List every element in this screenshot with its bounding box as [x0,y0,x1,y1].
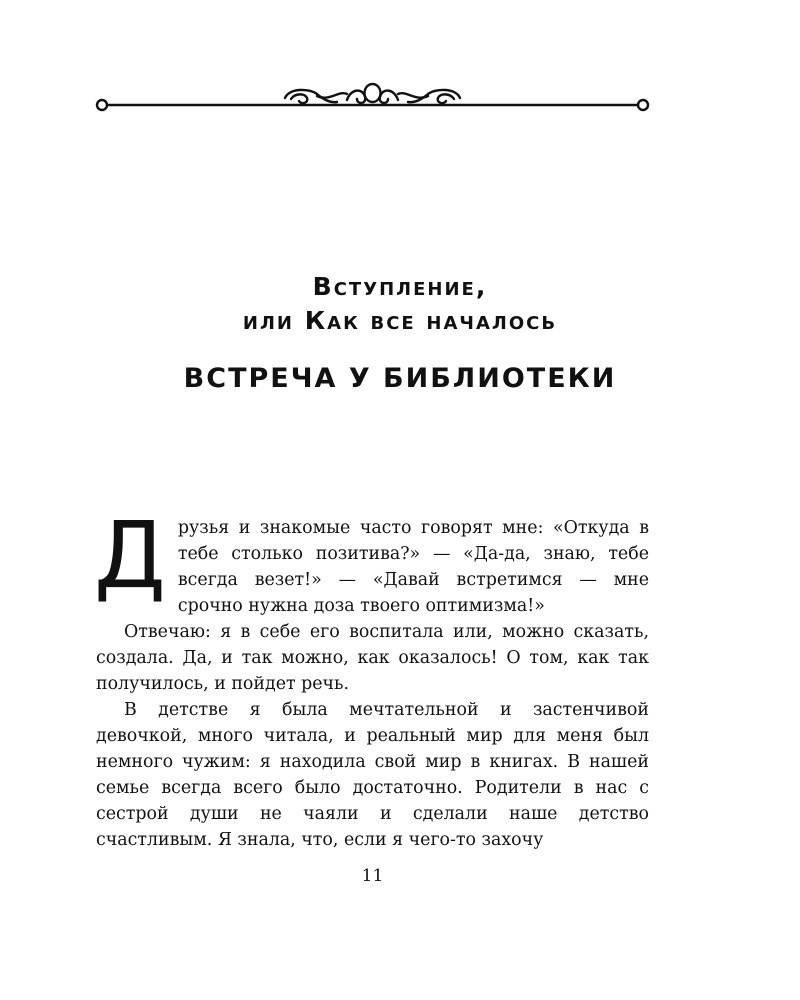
drop-cap: Д [94,502,166,609]
body-text [94,502,649,853]
paragraph-3: В детстве я была мечтательной и застенчивой девочкой, много читала, и реальный мир для меня был немного чужим: я находила свой мир в книгах. В нашей семье всегда всего было достаточно. Родители в нас с сестрой души не чаяли и сделали наше детство счастливым. Я знала, что, если я чего-то захочу [96,700,649,850]
intro-title-line1: Вступление, [312,272,488,301]
paragraph-2: Отвечаю: я в себе его воспитала или, можно сказать, создала. Да, и так можно, как оказалось! О том, как так получилось, и пойдет речь. [96,622,649,694]
paragraph-1-text: рузья и знакомые часто говорят мне: «Откуда в тебе столько позитива?» — «Да-да, знаю, тебе всегда везет!» — «Давай встретимся — мне срочно нужна доза твоего оптимизма!» [177,518,649,616]
intro-title-line2: или Как все началось [242,306,558,335]
scroll-divider-ornament-icon [95,80,650,120]
chapter-title: ВСТРЕЧА У БИБЛИОТЕКИ [183,363,617,394]
page-number: 11 [361,866,384,886]
intro-title [0,270,800,338]
paragraph-1 [94,502,649,619]
